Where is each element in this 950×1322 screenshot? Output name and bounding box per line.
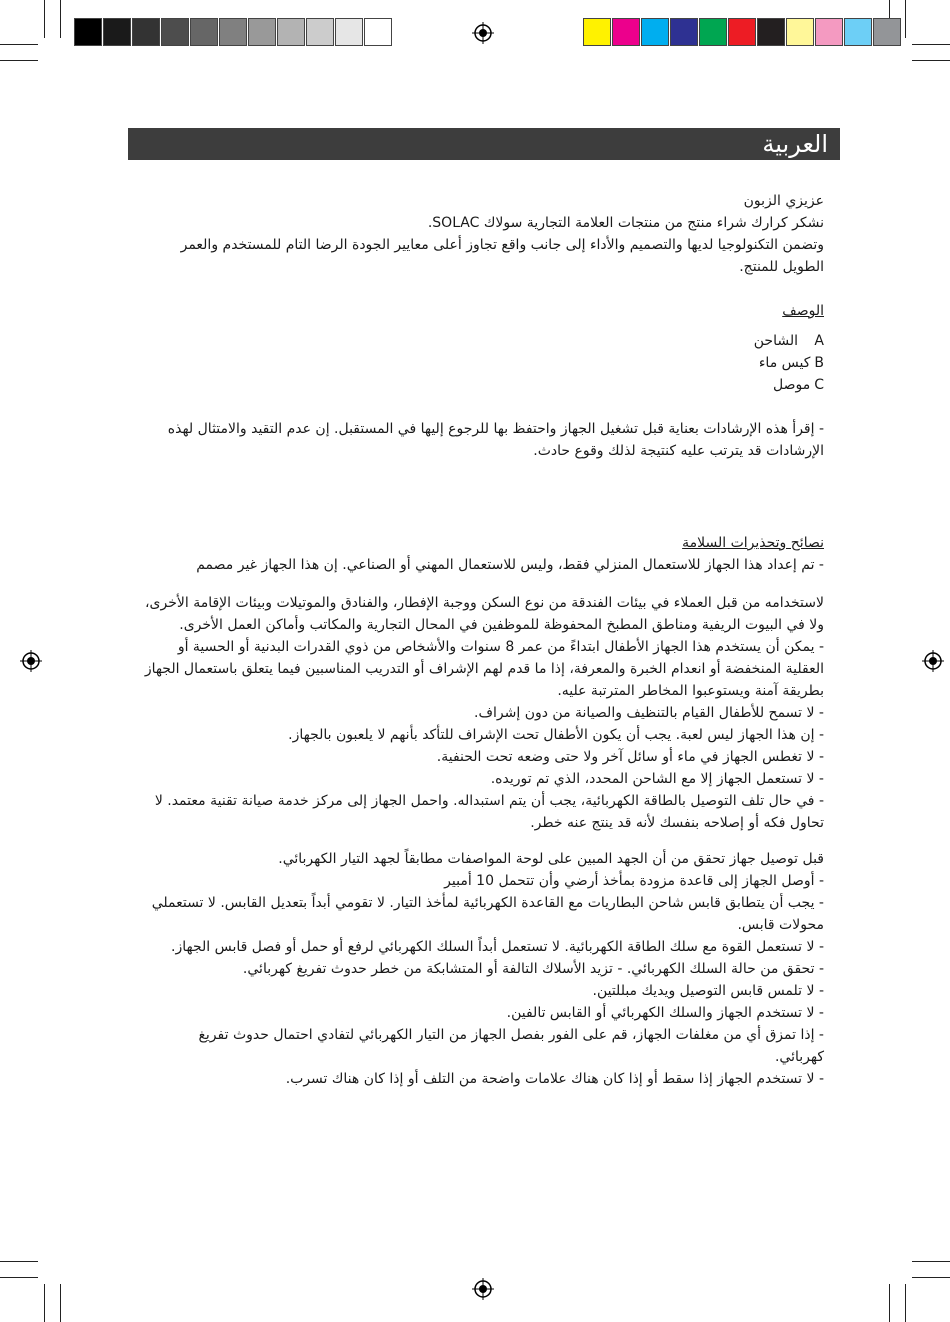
process-color-bar [583,18,902,46]
color-swatch [728,18,756,46]
color-swatch [335,18,363,46]
section-heading-safety: نصائح وتحذيرات السلامة [682,535,824,551]
safety-text: بطريقة آمنة ويستوعبوا المخاطر المترتبة عليه. [557,683,824,699]
electrical-text: - لا تستعمل القوة مع سلك الطاقة الكهربائية. لا تستعمل أبداً السلك الكهربائي لرفع أو حمل أو فصل قابس الجهاز. [171,939,824,955]
color-swatch [641,18,669,46]
color-swatch [364,18,392,46]
safety-text: - لا تسمح للأطفال القيام بالتنظيف والصيانة من دون إشراف. [474,705,824,721]
crop-mark [889,1284,890,1322]
electrical-text: كهربائي. [774,1049,824,1065]
electrical-text: محولات قابس. [737,917,824,933]
description-text: وتضمن التكنولوجيا لديها والتصميم والأداء إلى جانب واقع تجاوز أعلى معايير الجودة الرضا التام للمستخدم والعمر [180,237,824,253]
safety-text: - لا تغطس الجهاز في ماء أو سائل آخر ولا حتى وضعه تحت الحنفية. [436,749,824,765]
electrical-text: - تحقق من حالة السلك الكهربائي. - تزيد الأسلاك التالفة أو المتشابكة من خطر حدوث تفريغ كهربائي. [242,961,824,977]
safety-text: - تم إعداد هذا الجهاز للاستعمال المنزلي فقط، وليس للاستعمال المهني أو الصناعي. إن هذا الجهاز غير مصمم [196,557,824,573]
notice-text: - إقرأ هذه الإرشادات بعناية قبل تشغيل الجهاز واحتفظ بها للرجوع إليها في المستقبل. إن عدم التقيد والامتثال لهذه [167,421,824,437]
crop-mark [0,1261,38,1262]
electrical-text: - إذا تمزق أي من مغلفات الجهاز، قم على الفور بفصل الجهاز من التيار الكهربائي لتفادي احتمال حدوث تفريغ [198,1027,824,1043]
notice-section [128,418,824,462]
crop-mark [905,1284,906,1322]
thanks-text: نشكر كرارك شراء منتج من منتجات العلامة التجارية سولاك SOLAC. [427,215,824,231]
document-body [128,190,824,1090]
description-text: الطويل للمنتج. [739,259,824,275]
list-item [128,330,824,352]
part-letter: A [814,333,824,349]
electrical-section [128,848,824,1090]
registration-mark-icon [20,650,42,672]
safety-text: - إن هذا الجهاز ليس لعبة. يجب أن يكون الأطفال تحت الإشراف للتأكد بأنهم لا يلعبون بالجهاز. [288,727,824,743]
electrical-text: - أوصل الجهاز إلى قاعدة مزودة بمأخذ أرضي وأن تتحمل 10 أمبير [444,873,824,889]
color-swatch [873,18,901,46]
parts-list [128,330,824,396]
crop-mark [912,1277,950,1278]
color-swatch [103,18,131,46]
list-item [128,352,824,374]
color-swatch [757,18,785,46]
registration-mark-icon [922,650,944,672]
crop-mark [0,1277,38,1278]
grayscale-color-bar [74,18,393,46]
registration-mark-icon [472,1278,494,1300]
parts-section [128,300,824,396]
electrical-text: قبل توصيل جهاز تحقق من أن الجهد المبين على لوحة المواصفات مطابقاً لجهد التيار الكهربائي. [278,851,824,867]
crop-mark [44,0,45,38]
electrical-text: - يجب أن يتطابق قابس شاحن البطاريات مع القاعدة الكهربائية لمأخذ التيار. لا تقومي أبداً بتعديل القابس. لا تستعملي [151,895,824,911]
color-swatch [248,18,276,46]
color-swatch [161,18,189,46]
safety-text: تحاول فكه أو إصلاحه بنفسك لأنه قد ينتج عنه خطر. [530,815,824,831]
color-swatch [612,18,640,46]
color-swatch [815,18,843,46]
safety-section [128,532,824,834]
color-swatch [786,18,814,46]
color-swatch [583,18,611,46]
intro-section [128,190,824,278]
crop-mark [905,0,906,38]
safety-text: - يمكن أن يستخدم هذا الجهاز الأطفال ابتداءً من عمر 8 سنوات والأشخاص من ذوي القدرات البدنية أو الحسية أو [177,639,824,655]
part-label: كيس ماء [758,355,811,371]
crop-mark [912,60,950,61]
crop-mark [60,0,61,38]
color-swatch [670,18,698,46]
color-swatch [190,18,218,46]
electrical-text: - لا تستخدم الجهاز إذا سقط أو إذا كان هناك علامات واضحة من التلف أو إذا كان هناك تسرب. [285,1071,824,1087]
list-item [128,374,824,396]
safety-text: العقلية المنخفضة أو انعدام الخبرة والمعرفة، إذا ما قدم لهم الإشراف أو التدريب المناسبين فيما يتعلق باستعمال الجهاز [144,661,824,677]
greeting: عزيزي الزبون [743,193,824,209]
crop-mark [44,1284,45,1322]
language-header-bar [128,128,840,160]
notice-text: الإرشادات قد يترتب عليه كنتيجة لذلك وقوع حادث. [533,443,824,459]
part-label: الشاحن [753,333,798,349]
part-letter: C [814,377,824,393]
color-swatch [277,18,305,46]
color-swatch [306,18,334,46]
safety-text: - في حال تلف التوصيل بالطاقة الكهربائية، يجب أن يتم استبداله. واحمل الجهاز إلى مركز خدمة صيانة تقنية معتمد. لا [154,793,824,809]
color-swatch [74,18,102,46]
crop-mark [912,44,950,45]
safety-text: ولا في البيوت الريفية ومناطق المطبخ المحفوظة للموظفين في المحال التجارية والمكاتب وأماكن العمل الأخرى. [179,617,824,633]
crop-mark [0,60,38,61]
registration-mark-icon [472,22,494,44]
part-letter: B [814,355,824,371]
section-heading-description: الوصف [782,303,824,319]
color-swatch [699,18,727,46]
crop-mark [0,44,38,45]
page-title: العربية [762,130,828,158]
part-label: موصل [772,377,811,393]
color-swatch [132,18,160,46]
crop-mark [912,1261,950,1262]
electrical-text: - لا تستخدم الجهاز والسلك الكهربائي أو القابس تالفين. [506,1005,824,1021]
safety-text: - لا تستعمل الجهاز إلا مع الشاحن المحدد، الذي تم توريده. [490,771,824,787]
color-swatch [219,18,247,46]
color-swatch [844,18,872,46]
safety-text: لاستخدامه من قبل العملاء في بيئات الفندقة من نوع السكن ووجبة الإفطار، والفنادق والموتيلات وبيئات الإقامة الأخرى، [145,595,824,611]
electrical-text: - لا تلمس قابس التوصيل ويديك مبللتين. [592,983,824,999]
crop-mark [60,1284,61,1322]
